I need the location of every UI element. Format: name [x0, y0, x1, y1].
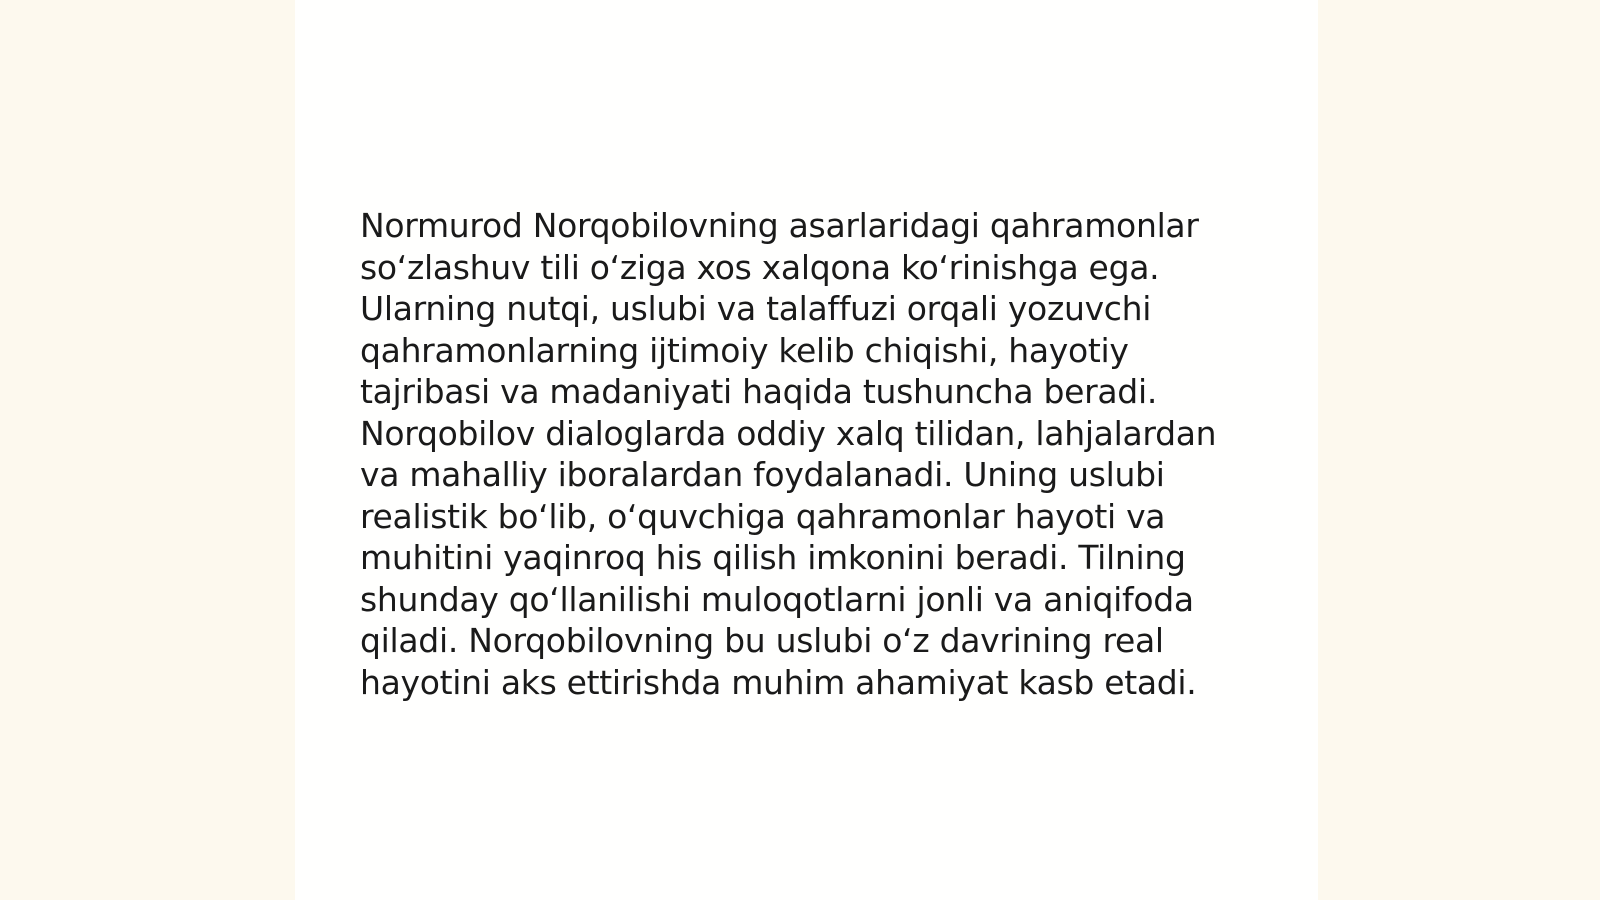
paragraph-line: muhitini yaqinroq his qilish imkonini beradi. Tilning — [360, 538, 1186, 577]
paragraph-line: Norqobilov dialoglarda oddiy xalq tilidan, lahjalardan — [360, 413, 1217, 453]
paragraph-line: hayotini aks ettirishda muhim ahamiyat kasb etadi. — [360, 662, 1197, 702]
paragraph-line: tajribasi va madaniyati haqida tushuncha beradi. — [360, 372, 1158, 411]
paragraph-line: Ularning nutqi, uslubi va talaffuzi orqali yozuvchi — [360, 289, 1152, 328]
paragraph-line: so‘zlashuv tili o‘ziga xos xalqona ko‘rinishga ega. — [360, 247, 1160, 287]
paragraph-line: qiladi. Norqobilovning bu uslubi o‘z davrining real — [360, 621, 1164, 660]
paragraph-line: realistik bo‘lib, o‘quvchiga qahramonlar hayoti va — [360, 496, 1166, 536]
paragraph-line: shunday qo‘llanilishi muloqotlarni jonli va aniqifoda — [360, 579, 1194, 619]
paragraph-line: Normurod Norqobilovning asarlaridagi qahramonlar — [360, 206, 1199, 245]
paragraph-line: qahramonlarning ijtimoiy kelib chiqishi, hayotiy — [360, 330, 1129, 370]
paragraph-line: va mahalliy iboralardan foydalanadi. Uning uslubi — [360, 455, 1165, 494]
body-paragraph — [360, 205, 1240, 703]
